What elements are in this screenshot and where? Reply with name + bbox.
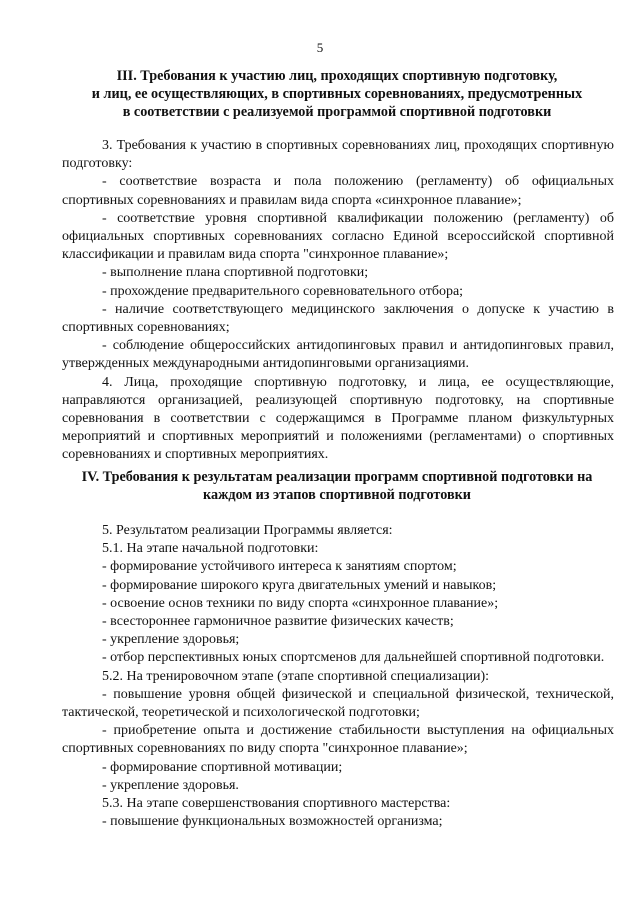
list-item: - отбор перспективных юных спортсменов для дальнейшей спортивной подготовки. xyxy=(102,650,605,666)
list-item: - освоение основ техники по виду спорта «синхронное плавание»; xyxy=(102,595,499,611)
list-item: - формирование широкого круга двигательных умений и навыков; xyxy=(102,577,497,593)
list-item: - наличие соответствующего медицинского заключения о допуске к участию в спортивных соревнованиях; xyxy=(62,301,614,336)
list-item: - прохождение предварительного соревновательного отбора; xyxy=(102,283,464,299)
section-4-heading-line: каждом из этапов спортивной подготовки xyxy=(203,487,471,503)
list-item: - укрепление здоровья; xyxy=(102,632,240,648)
list-item: - соответствие уровня спортивной квалификации положению (регламенту) об официальных спортивных соревнованиях согласно Единой всероссийской спортивной классификации и правилам вида спорта "синхронное плавание»; xyxy=(62,210,614,263)
paragraph: 5. Результатом реализации Программы является: xyxy=(102,523,393,538)
list-item: - укрепление здоровья. xyxy=(102,777,239,793)
list-item: - повышение функциональных возможностей организма; xyxy=(102,814,443,830)
page-number: 5 xyxy=(316,40,324,55)
paragraph: 4. Лица, проходящие спортивную подготовку, и лица, ее осуществляющие, направляются организацией, реализующей спортивную подготовку, на спортивные соревнования в соответствии с содержащимся в Программе планом физкультурных мероприятий и спортивных мероприятий и положениями (регламентами) о спортивных соревнованиях и спортивных мероприятиях. xyxy=(62,374,614,463)
section-4-heading-line: IV. Требования к результатам реализации программ спортивной подготовки на xyxy=(81,469,593,485)
list-item: - формирование спортивной мотивации; xyxy=(102,759,343,775)
section-4-heading xyxy=(62,468,612,504)
list-item: - соблюдение общероссийских антидопинговых правил и антидопинговых правил, утвержденных международными антидопинговыми организациями. xyxy=(62,338,614,372)
list-item: - выполнение плана спортивной подготовки; xyxy=(102,265,369,281)
section-4-body xyxy=(62,522,614,831)
paragraph: 5.3. На этапе совершенствования спортивного мастерства: xyxy=(102,796,451,812)
section-3-heading xyxy=(62,67,612,121)
list-item: - всестороннее гармоничное развитие физических качеств; xyxy=(102,614,454,630)
list-item: - приобретение опыта и достижение стабильности выступления на официальных спортивных соревнованиях по виду спорта "синхронное плавание»; xyxy=(62,723,614,757)
section-3-body xyxy=(62,137,614,465)
section-3-heading-line: и лиц, ее осуществляющих, в спортивных соревнованиях, предусмотренных xyxy=(91,86,583,102)
paragraph: 5.2. На тренировочном этапе (этапе спортивной специализации): xyxy=(102,668,490,684)
section-3-heading-line: в соответствии с реализуемой программой спортивной подготовки xyxy=(122,104,552,120)
section-3-heading-line: III. Требования к участию лиц, проходящих спортивную подготовку, xyxy=(116,68,558,84)
list-item: - формирование устойчивого интереса к занятиям спортом; xyxy=(102,559,457,575)
paragraph: 5.1. На этапе начальной подготовки: xyxy=(102,541,319,557)
list-item: - повышение уровня общей физической и специальной физической, технической, тактической, теоретической и психологической подготовки; xyxy=(62,686,614,721)
paragraph: 3. Требования к участию в спортивных соревнованиях лиц, проходящих спортивную подготовку: xyxy=(62,138,614,172)
list-item: - соответствие возраста и пола положению (регламенту) об официальных спортивных соревнованиях и правилам вида спорта «синхронное плавание»; xyxy=(62,174,614,208)
